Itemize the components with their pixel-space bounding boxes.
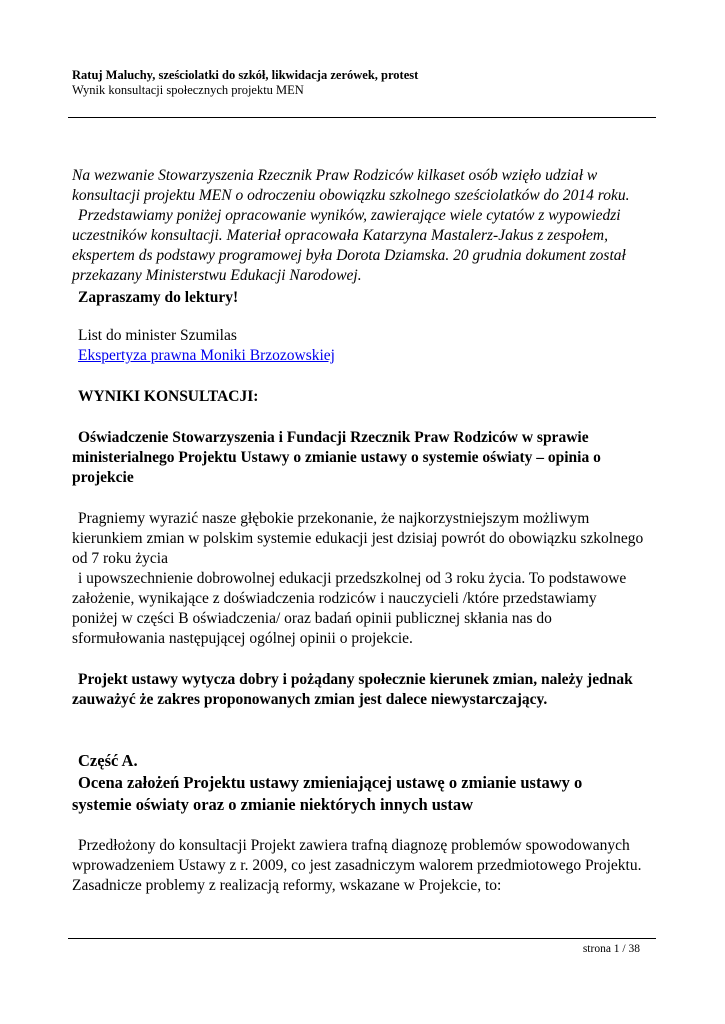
- document-body: [72, 166, 664, 896]
- paragraph-line: założenie, wynikające z doświadczenia rodziców i nauczycieli /które przedstawiamy: [72, 590, 597, 607]
- conclusion-paragraph: [72, 670, 664, 710]
- header-divider: [68, 117, 656, 118]
- paragraph-line: Pragniemy wyrazić nasze głębokie przekonanie, że najkorzystniejszym możliwym: [78, 510, 590, 527]
- intro-line: ekspertem ds podstawy programowej była Dorota Dziamska. 20 grudnia dokument został: [72, 247, 626, 264]
- intro-line: konsultacji projektu MEN o odroczeniu obowiązku szkolnego sześciolatków do 2014 roku.: [72, 187, 630, 204]
- intro-line: Przedstawiamy poniżej opracowanie wyników, zawierające wiele cytatów z wypowiedzi: [78, 207, 621, 224]
- paragraph-line: Przedłożony do konsultacji Projekt zawiera trafną diagnozę problemów spowodowanych: [78, 837, 630, 854]
- statement-heading: [72, 428, 664, 488]
- footer-divider: [68, 938, 656, 939]
- opinion-paragraph: [72, 509, 664, 649]
- part-a-label: Część A.: [78, 751, 138, 770]
- intro-paragraph: [72, 166, 664, 286]
- intro-line: Na wezwanie Stowarzyszenia Rzecznik Praw Rodziców kilkaset osób wzięło udział w: [72, 167, 598, 184]
- statement-line: Oświadczenie Stowarzyszenia i Fundacji Rzecznik Praw Rodziców w sprawie: [78, 429, 589, 446]
- paragraph-line: od 7 roku życia: [72, 550, 168, 567]
- statement-line: projekcie: [72, 469, 134, 486]
- invitation-text: Zapraszamy do lektury!: [78, 289, 239, 306]
- page-number: strona 1 / 38: [582, 943, 640, 955]
- paragraph-line: wprowadzeniem Ustawy z r. 2009, co jest zasadniczym walorem przedmiotowego Projektu.: [72, 857, 642, 874]
- paragraph-line: kierunkiem zmian w polskim systemie edukacji jest dzisiaj powrót do obowiązku szkolnego: [72, 530, 644, 547]
- part-a-title-line: Ocena założeń Projektu ustawy zmieniającej ustawę o zmianie ustawy o: [78, 773, 583, 792]
- paragraph-line: Zasadnicze problemy z realizacją reformy, wskazane w Projekcie, to:: [72, 877, 502, 894]
- part-a-heading: [72, 750, 664, 816]
- expert-opinion-link[interactable]: Ekspertyza prawna Moniki Brzozowskiej: [78, 347, 335, 364]
- diagnosis-paragraph: [72, 836, 664, 896]
- expert-opinion-item: [72, 346, 664, 366]
- document-subtitle: Wynik konsultacji społecznych projektu MEN: [72, 83, 304, 97]
- intro-line: uczestników konsultacji. Materiał opracowała Katarzyna Mastalerz-Jakus z zespołem,: [72, 227, 608, 244]
- document-title: Ratuj Maluchy, sześciolatki do szkół, likwidacja zerówek, protest: [72, 68, 419, 82]
- part-a-title-line: systemie oświaty oraz o zmianie niektórych innych ustaw: [72, 795, 474, 814]
- results-heading: WYNIKI KONSULTACJI:: [78, 388, 259, 405]
- paragraph-line: poniżej w części B oświadczenia/ oraz badań opinii publicznej skłania nas do: [72, 610, 552, 627]
- conclusion-line: Projekt ustawy wytycza dobry i pożądany społecznie kierunek zmian, należy jednak: [78, 671, 633, 688]
- intro-line: przekazany Ministerstwu Edukacji Narodowej.: [72, 267, 362, 284]
- paragraph-line: i upowszechnienie dobrowolnej edukacji przedszkolnej od 3 roku życia. To podstawowe: [78, 570, 627, 587]
- conclusion-line: zauważyć że zakres proponowanych zmian jest dalece niewystarczający.: [72, 691, 548, 708]
- statement-line: ministerialnego Projektu Ustawy o zmianie ustawy o systemie oświaty – opinia o: [72, 449, 601, 466]
- page-header: [72, 68, 662, 98]
- letter-label: List do minister Szumilas: [78, 327, 237, 344]
- paragraph-line: sformułowania następującej ogólnej opinii o projekcie.: [72, 630, 413, 647]
